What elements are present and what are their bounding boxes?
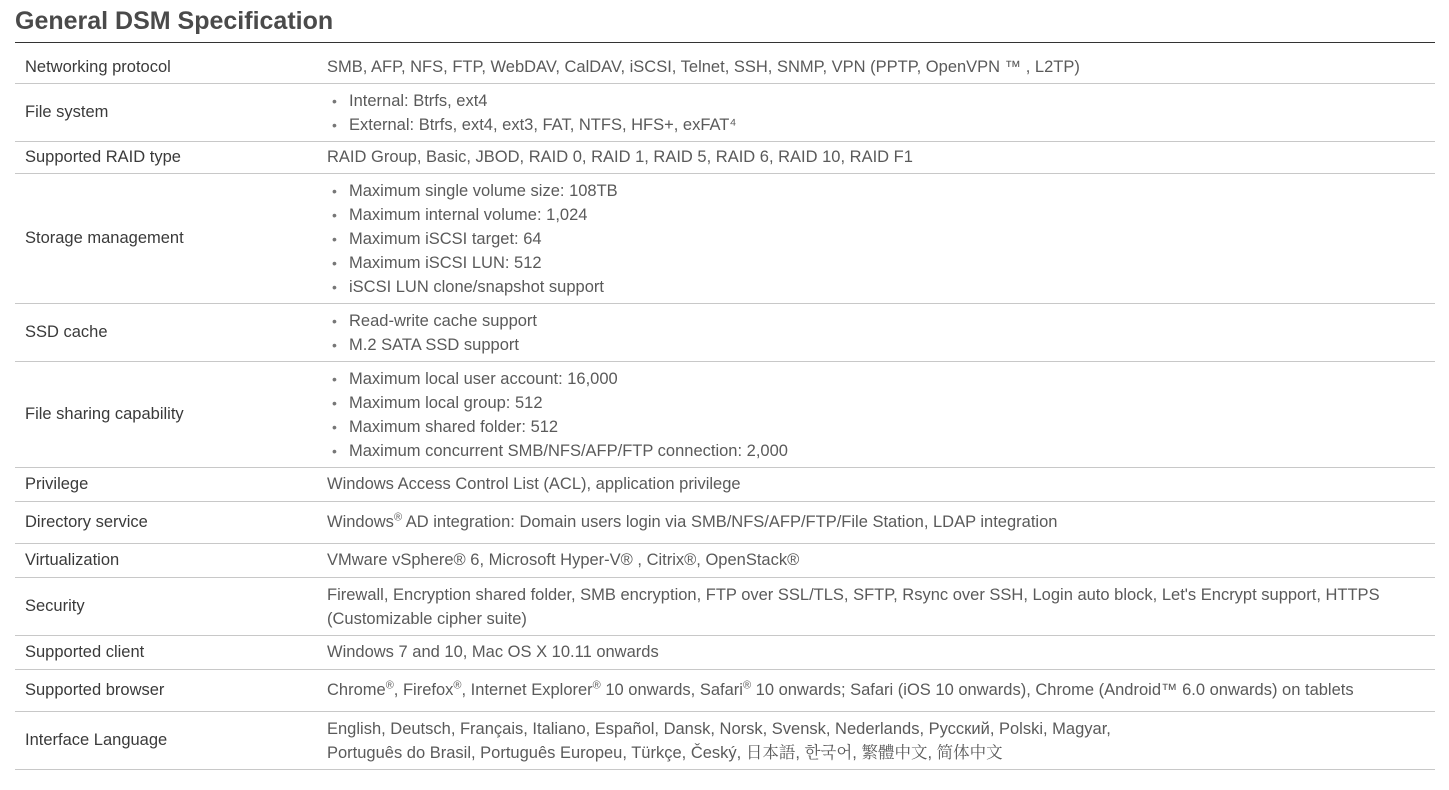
list-item: • Maximum iSCSI target: 64	[327, 227, 1425, 251]
table-row	[15, 361, 1435, 467]
row-value: Windows 7 and 10, Mac OS X 10.11 onwards	[327, 635, 1435, 669]
table-row	[15, 467, 1435, 501]
list-item: • Maximum single volume size: 108TB	[327, 179, 1425, 203]
bullet-list	[327, 367, 1425, 463]
table-row	[15, 577, 1435, 635]
row-label: Storage management	[15, 173, 327, 303]
value-text: , Internet Explorer	[461, 681, 593, 699]
row-value	[327, 669, 1435, 711]
list-item: • Maximum iSCSI LUN: 512	[327, 251, 1425, 275]
row-label: Directory service	[15, 501, 327, 543]
registered-mark: ®	[453, 679, 462, 692]
table-row	[15, 303, 1435, 361]
row-label: Privilege	[15, 467, 327, 501]
row-value: VMware vSphere® 6, Microsoft Hyper-V® , Citrix®, OpenStack®	[327, 543, 1435, 577]
registered-mark: ®	[385, 679, 394, 692]
registered-mark: ®	[742, 679, 752, 692]
list-item: • Internal: Btrfs, ext4	[327, 89, 1425, 113]
row-label: Supported client	[15, 635, 327, 669]
value-line: Português do Brasil, Português Europeu, Türkçe, Český, 日本語, 한국어, 繁體中文, 简体中文	[327, 743, 1003, 762]
registered-mark: ®	[393, 511, 403, 524]
value-text: AD integration: Domain users login via SMB/NFS/AFP/FTP/File Station, LDAP integration	[402, 513, 1058, 531]
list-item: • Maximum shared folder: 512	[327, 415, 1425, 439]
value-text: 10 onwards, Safari	[600, 681, 743, 699]
table-row	[15, 51, 1435, 83]
value-line: (Customizable cipher suite)	[327, 609, 527, 628]
table-row	[15, 635, 1435, 669]
row-label: File sharing capability	[15, 361, 327, 467]
row-label: Virtualization	[15, 543, 327, 577]
row-value	[327, 303, 1435, 361]
row-value: SMB, AFP, NFS, FTP, WebDAV, CalDAV, iSCSI, Telnet, SSH, SNMP, VPN (PPTP, OpenVPN ™ , L2TP)	[327, 51, 1435, 83]
table-row	[15, 173, 1435, 303]
value-text: 10 onwards; Safari (iOS 10 onwards), Chrome (Android™ 6.0 onwards) on tablets	[751, 681, 1354, 699]
row-value	[327, 577, 1435, 635]
row-label: Supported RAID type	[15, 141, 327, 173]
table-row	[15, 543, 1435, 577]
row-value	[327, 173, 1435, 303]
bullet-list	[327, 89, 1425, 137]
row-label: Interface Language	[15, 711, 327, 769]
row-value	[327, 501, 1435, 543]
row-value	[327, 711, 1435, 769]
table-row	[15, 669, 1435, 711]
row-value: Windows Access Control List (ACL), application privilege	[327, 467, 1435, 501]
value-text: Chrome	[327, 681, 386, 699]
list-item: • Maximum local group: 512	[327, 391, 1425, 415]
value-text: Windows	[327, 513, 394, 531]
registered-mark: ®	[592, 679, 601, 692]
bullet-list	[327, 179, 1425, 299]
table-row	[15, 83, 1435, 141]
list-item: • Read-write cache support	[327, 309, 1425, 333]
list-item: • Maximum local user account: 16,000	[327, 367, 1425, 391]
row-label: Security	[15, 577, 327, 635]
list-item: • M.2 SATA SSD support	[327, 333, 1425, 357]
list-item: • Maximum internal volume: 1,024	[327, 203, 1425, 227]
row-value	[327, 83, 1435, 141]
table-row	[15, 711, 1435, 769]
row-value: RAID Group, Basic, JBOD, RAID 0, RAID 1, RAID 5, RAID 6, RAID 10, RAID F1	[327, 141, 1435, 173]
list-item: • iSCSI LUN clone/snapshot support	[327, 275, 1425, 299]
bullet-list	[327, 309, 1425, 357]
row-label: Supported browser	[15, 669, 327, 711]
table-row	[15, 141, 1435, 173]
row-label: SSD cache	[15, 303, 327, 361]
row-label: File system	[15, 83, 327, 141]
value-line: Firewall, Encryption shared folder, SMB encryption, FTP over SSL/TLS, SFTP, Rsync over SSH, Login auto block, Let's Encrypt support, HTTPS	[327, 585, 1380, 604]
list-item: • Maximum concurrent SMB/NFS/AFP/FTP connection: 2,000	[327, 439, 1425, 463]
list-item: • External: Btrfs, ext4, ext3, FAT, NTFS, HFS+, exFAT⁴	[327, 113, 1425, 137]
value-line: English, Deutsch, Français, Italiano, Español, Dansk, Norsk, Svensk, Nederlands, Русский, Polski, Magyar,	[327, 719, 1111, 738]
table-row	[15, 501, 1435, 543]
row-label: Networking protocol	[15, 51, 327, 83]
spec-table	[15, 51, 1435, 770]
value-text: , Firefox	[393, 681, 454, 699]
spec-container	[15, 8, 1435, 770]
page-title: General DSM Specification	[15, 8, 1435, 43]
row-value	[327, 361, 1435, 467]
